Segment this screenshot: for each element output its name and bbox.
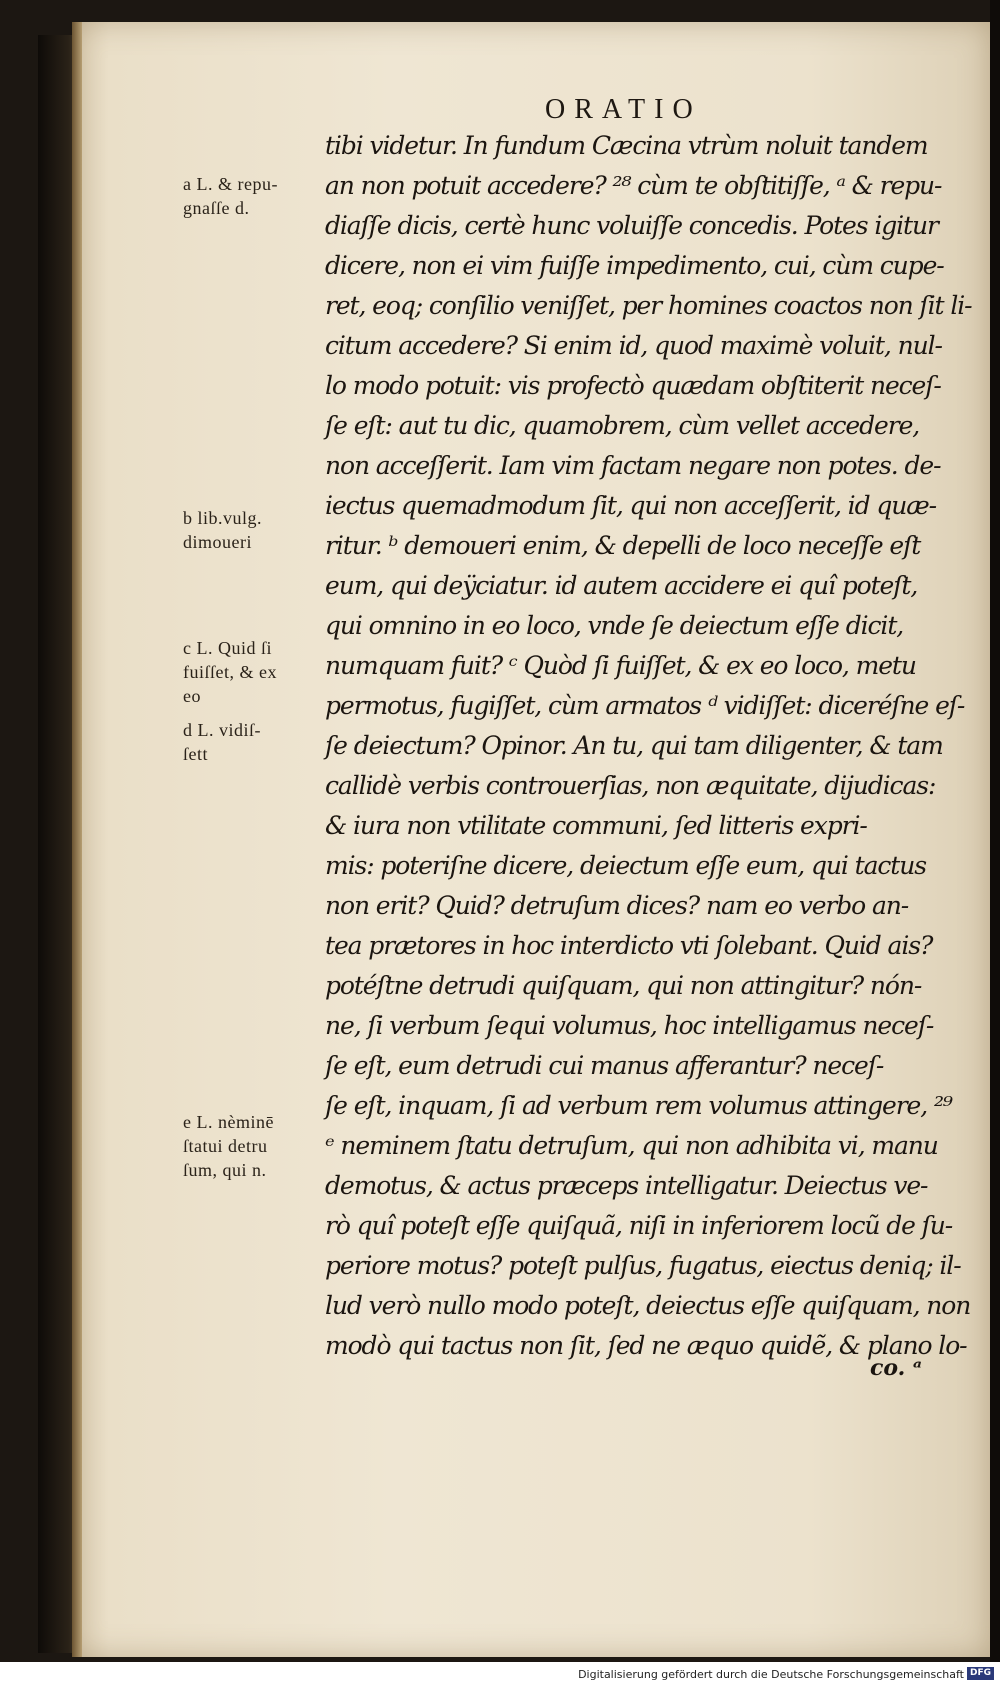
margin-note-line: fuiſſet, & ex	[183, 662, 277, 682]
margin-note-c	[183, 636, 318, 708]
margin-note-line: dimoueri	[183, 532, 252, 552]
text-line: ſe deiectum? Opinor. An tu, qui tam diligenter, & tam	[325, 731, 943, 760]
text-line: eum, qui deÿciatur. id autem accidere ei quî poteſt,	[325, 571, 918, 600]
margin-note-a	[183, 172, 318, 220]
text-line: permotus, fugiſſet, cùm armatos ᵈ vidiſſet: diceréſne eſ-	[325, 691, 965, 720]
text-line: citum accedere? Si enim id, quod maximè voluit, nul-	[325, 331, 942, 360]
text-line: modò qui tactus non ſit, ſed ne æquo quidẽ, & plano lo-	[325, 1331, 967, 1360]
text-line: ſe eſt, inquam, ſi ad verbum rem volumus attingere, ²⁹	[325, 1091, 952, 1120]
text-line: an non potuit accedere? ²⁸ cùm te obſtitiſſe, ᵃ & repu-	[325, 171, 942, 200]
text-line: periore motus? poteſt pulſus, fugatus, eiectus deniq; il-	[325, 1251, 961, 1280]
margin-note-line: eo	[183, 686, 201, 706]
main-text-block	[325, 126, 972, 1366]
text-line: potéſtne detrudi quiſquam, qui non attingitur? nón-	[325, 971, 922, 1000]
text-line: mis: poteriſne dicere, deiectum eſſe eum, qui tactus	[325, 851, 926, 880]
dfg-logo: DFG	[967, 1667, 994, 1680]
text-line: ᵉ neminem ſtatu detruſum, qui non adhibita vi, manu	[325, 1131, 938, 1160]
text-line: ret, eoq; conſilio veniſſet, per homines coactos non ſit li-	[325, 291, 972, 320]
text-line: ſe eſt, eum detrudi cui manus afferantur? neceſ-	[325, 1051, 884, 1080]
text-line: qui omnino in eo loco, vnde ſe deiectum eſſe dicit,	[325, 611, 904, 640]
margin-note-line: a L. & repu-	[183, 174, 278, 194]
text-line: ritur. ᵇ demoueri enim, & depelli de loco neceſſe eſt	[325, 531, 921, 560]
text-line: rò quî poteſt eſſe quiſquã, niſi in inferiorem locũ de ſu-	[325, 1211, 953, 1240]
catchword: co. ᵃ	[870, 1355, 922, 1381]
text-line: dicere, non ei vim fuiſſe impedimento, cui, cùm cupe-	[325, 251, 944, 280]
margin-note-line: b lib.vulg.	[183, 508, 263, 528]
running-head: ORATIO	[545, 94, 702, 125]
margin-note-line: ſum, qui n.	[183, 1160, 267, 1180]
margin-note-b	[183, 506, 318, 554]
text-line: demotus, & actus præceps intelligatur. Deiectus ve-	[325, 1171, 928, 1200]
text-line: diaſſe dicis, certè hunc voluiſſe concedis. Potes igitur	[325, 211, 938, 240]
margin-note-line: gnaſſe d.	[183, 198, 250, 218]
margin-note-line: e L. nèminē	[183, 1112, 274, 1132]
text-line: non acceſſerit. Iam vim factam negare non potes. de-	[325, 451, 941, 480]
text-line: non erit? Quid? detruſum dices? nam eo verbo an-	[325, 891, 909, 920]
text-line: lud verò nullo modo poteſt, deiectus eſſe quiſquam, non	[325, 1291, 971, 1320]
text-line: ſe eſt: aut tu dic, quamobrem, cùm vellet accedere,	[325, 411, 920, 440]
page-gutter-edge	[72, 22, 82, 1657]
text-line: & iura non vtilitate communi, ſed litteris expri-	[325, 811, 867, 840]
text-line: tea prætores in hoc interdicto vti ſolebant. Quid ais?	[325, 931, 933, 960]
margin-note-line: ſtatui detru	[183, 1136, 268, 1156]
funding-credit: Digitalisierung gefördert durch die Deutsche Forschungsgemeinschaft	[578, 1668, 964, 1681]
text-line: iectus quemadmodum ſit, qui non acceſſerit, id quæ-	[325, 491, 936, 520]
text-line: lo modo potuit: vis profectò quædam obſtiterit neceſ-	[325, 371, 941, 400]
scan-right-edge	[990, 0, 1000, 1662]
margin-note-line: ſett	[183, 744, 208, 764]
margin-note-line: d L. vidiſ-	[183, 720, 261, 740]
margin-note-line: c L. Quid ſi	[183, 638, 272, 658]
margin-note-d	[183, 718, 318, 766]
margin-note-e	[183, 1110, 318, 1182]
text-line: ne, ſi verbum ſequi volumus, hoc intelligamus neceſ-	[325, 1011, 934, 1040]
text-line: tibi videtur. In fundum Cæcina vtrùm noluit tandem	[325, 131, 928, 160]
text-line: callidè verbis controuerſias, non æquitate, dijudicas:	[325, 771, 936, 800]
text-line: numquam fuit? ᶜ Quòd ſi fuiſſet, & ex eo loco, metu	[325, 651, 916, 680]
